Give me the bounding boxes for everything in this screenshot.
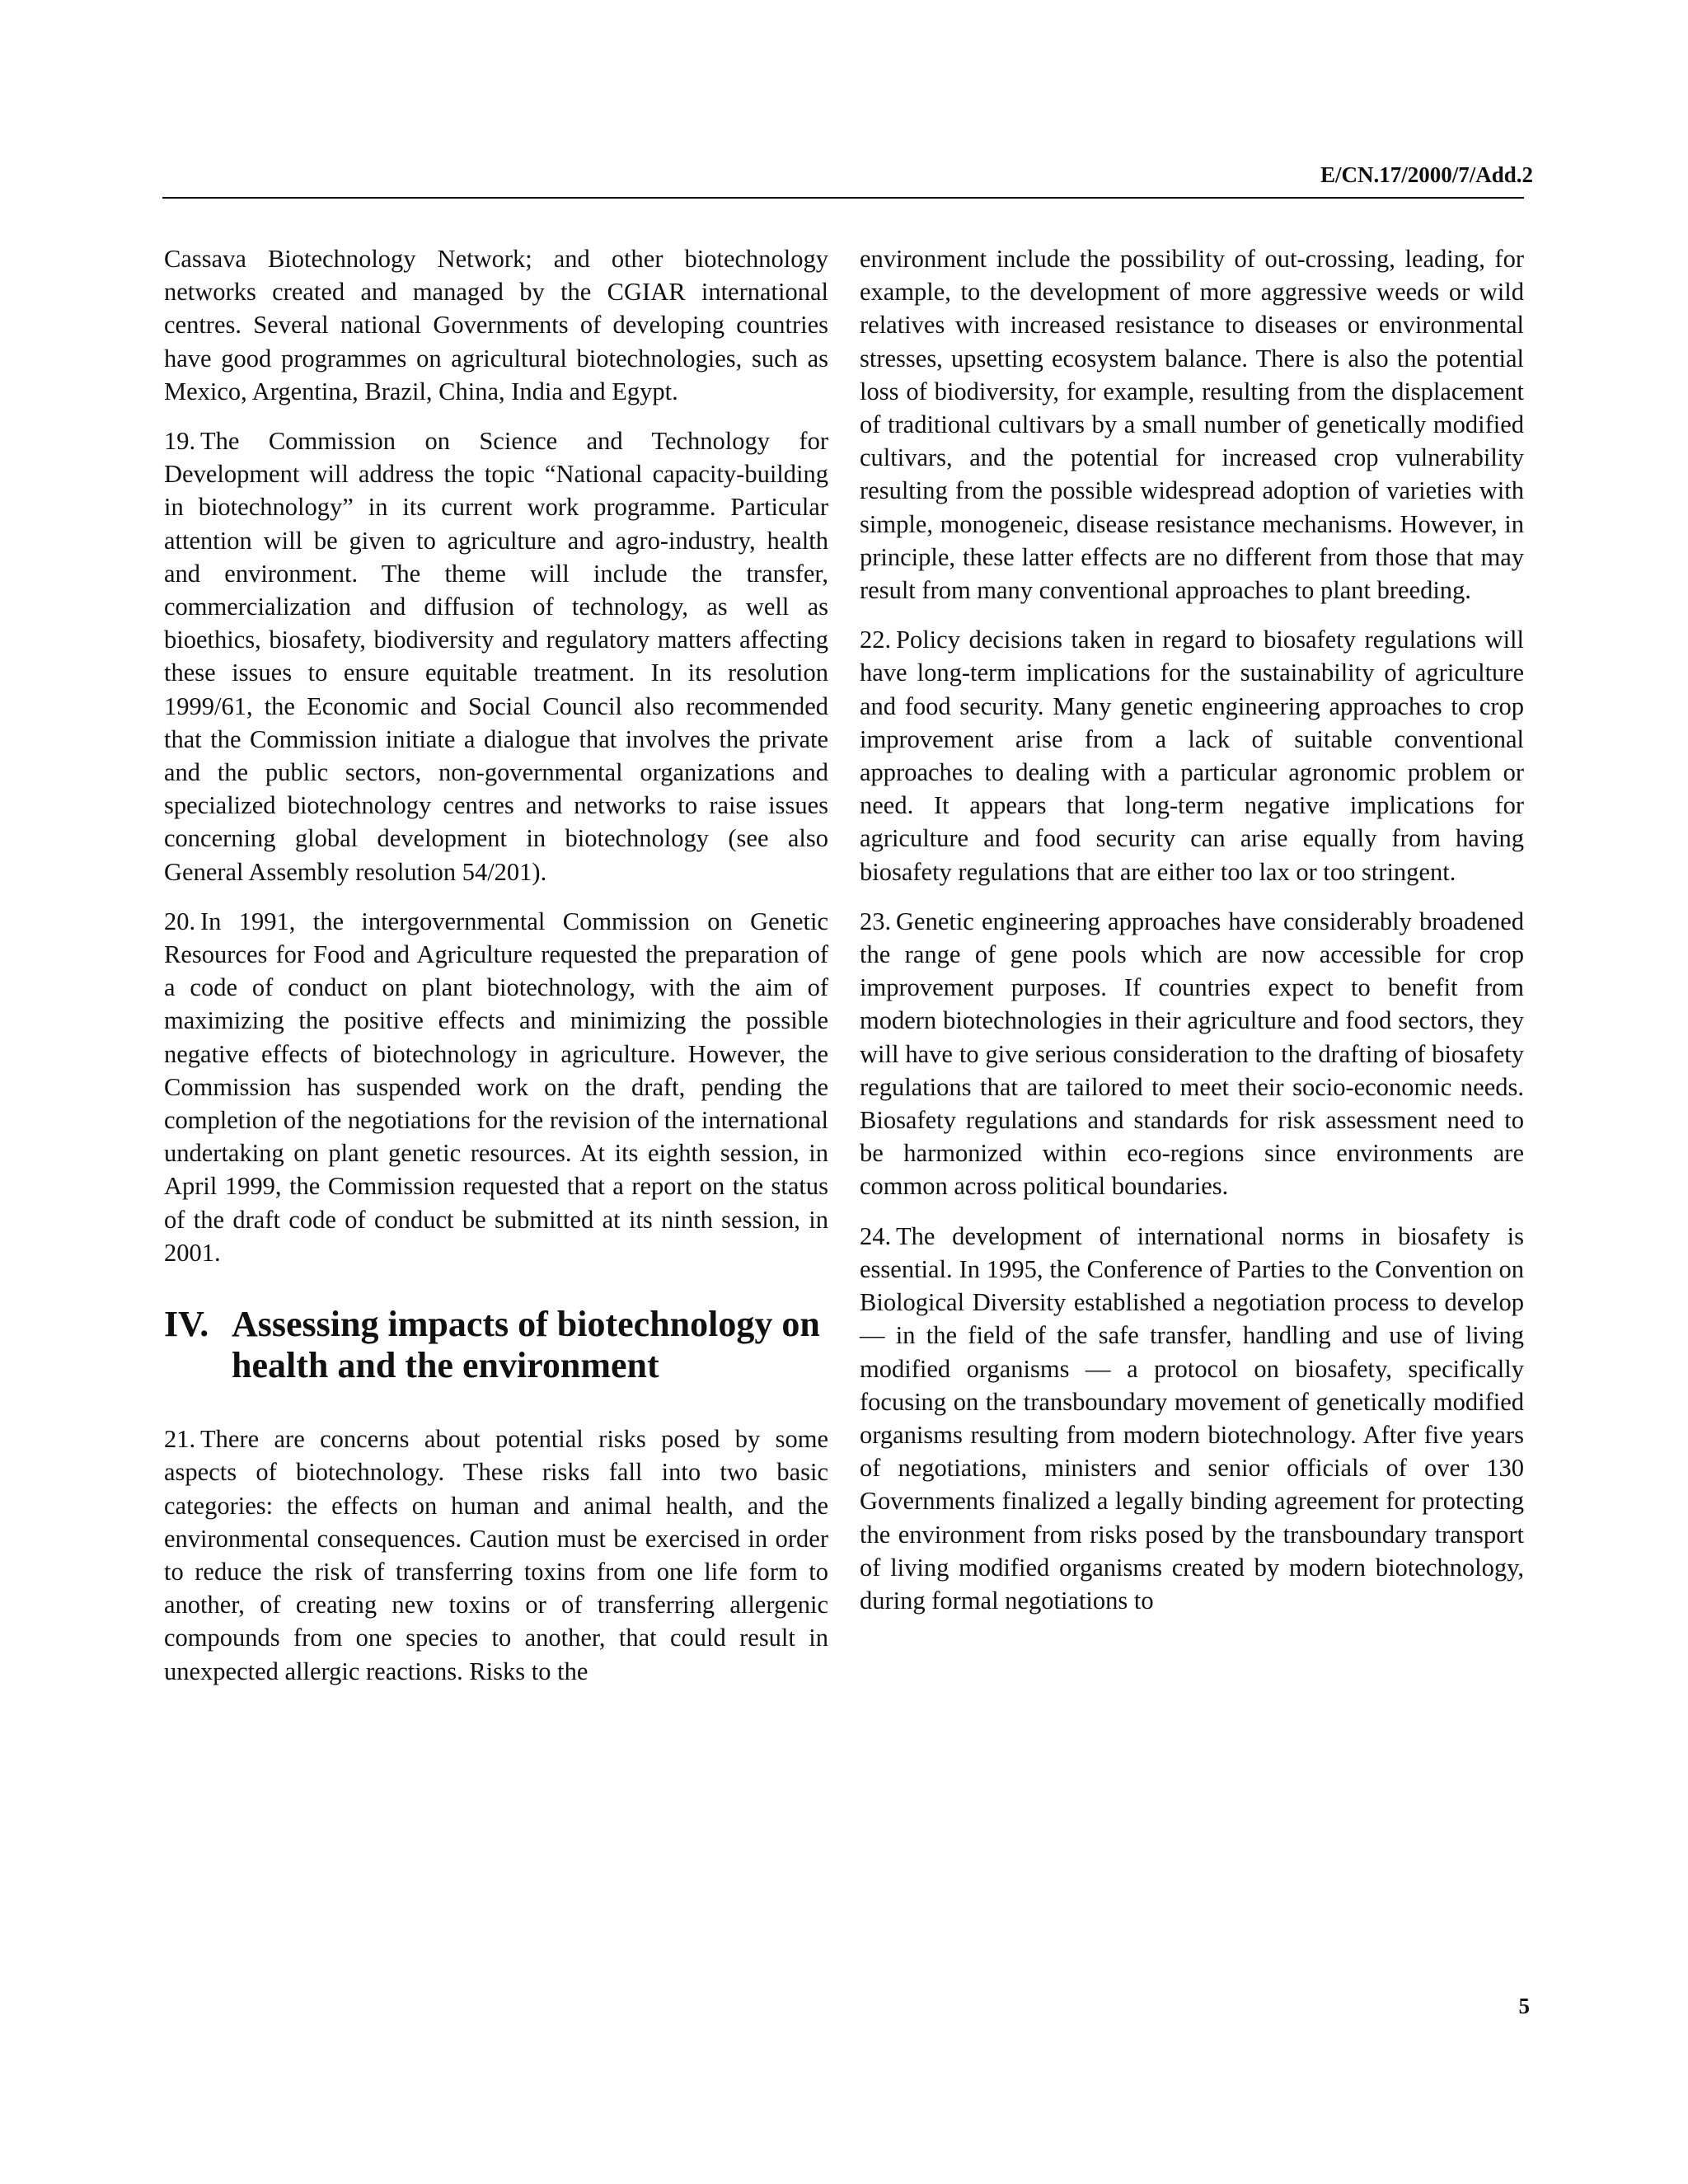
paragraph-number: 20. xyxy=(164,907,196,935)
section-number: IV. xyxy=(164,1304,209,1345)
paragraph-continuation xyxy=(164,242,828,408)
paragraph-21-continuation xyxy=(860,242,1524,607)
paragraph-text: Cassava Biotechnology Network; and other biotechnology networks created and managed by the CGIAR international centres. Several national Governments of developing countries have good programmes on agricultural biotechnologies, such as Mexico, Argentina, Brazil, China, India and Egypt. xyxy=(164,245,828,405)
paragraph-text: The development of international norms in biosafety is essential. In 1995, the Conference of Parties to the Convention on Biological Diversity established a negotiation process to develop — in the field of the safe transfer, handling and use of living modified organisms — a protocol on biosafety, specifically focusing on the transboundary movement of genetically modified organisms resulting from modern biotechnology. After five years of negotiations, ministers and senior officials of over 130 Governments finalized a legally binding agreement for protecting the environment from risks posed by the transboundary transport of living modified organisms created by modern biotechnology, during formal negotiations to xyxy=(860,1221,1524,1615)
header-rule xyxy=(162,197,1524,199)
paragraph-text: Genetic engineering approaches have considerably broadened the range of gene pools which are now accessible for crop improvement purposes. If countries expect to benefit from modern biotechnologies in their agriculture and food sectors, they will have to give serious consideration to the drafting of biosafety regulations that are tailored to meet their socio-economic needs. Biosafety regulations and standards for risk assessment need to be harmonized within eco-regions since environments are common across political boundaries. xyxy=(860,907,1524,1201)
paragraph-text: There are concerns about potential risks posed by some aspects of biotechnology. These risks fall into two basic categories: the effects on human and animal health, and the environmental consequences. Caution must be exercised in order to reduce the risk of transferring toxins from one life form to another, of creating new toxins or of transferring allergenic compounds from one species to another, that could result in unexpected allergic reactions. Risks to the xyxy=(164,1425,828,1685)
paragraph-20 xyxy=(164,905,828,1269)
section-title: Assessing impacts of biotechnology on health and the environment xyxy=(232,1304,820,1386)
page-number: 5 xyxy=(1518,1994,1530,2018)
paragraph-number: 24. xyxy=(860,1221,892,1250)
paragraph-24 xyxy=(860,1220,1524,1617)
paragraph-22 xyxy=(860,623,1524,888)
paragraph-21 xyxy=(164,1422,828,1688)
document-symbol: E/CN.17/2000/7/Add.2 xyxy=(1320,162,1533,187)
left-column xyxy=(164,242,828,1704)
paragraph-number: 19. xyxy=(164,427,196,456)
paragraph-text: environment include the possibility of out-crossing, leading, for example, to the development of more aggressive weeds or wild relatives with increased resistance to diseases or environmental stresses, upsetting ecosystem balance. There is also the potential loss of biodiversity, for example, resulting from the displacement of traditional cultivars by a small number of genetically modified cultivars, and the potential for increased crop vulnerability resulting from the possible widespread adoption of varieties with simple, monogeneic, disease resistance mechanisms. However, in principle, these latter effects are no different from those that may result from many conventional approaches to plant breeding. xyxy=(860,245,1524,605)
paragraph-number: 22. xyxy=(860,626,892,654)
paragraph-number: 23. xyxy=(860,907,892,935)
paragraph-text: Policy decisions taken in regard to biosafety regulations will have long-term implications for the sustainability of agriculture and food security. Many genetic engineering approaches to crop improvement arise from a lack of suitable conventional approaches to dealing with a particular agronomic problem or need. It appears that long-term negative implications for agriculture and food security can arise equally from having biosafety regulations that are either too lax or too stringent. xyxy=(860,626,1524,886)
paragraph-number: 21. xyxy=(164,1425,196,1454)
paragraph-23 xyxy=(860,905,1524,1203)
right-column xyxy=(860,242,1524,1633)
paragraph-19 xyxy=(164,424,828,888)
paragraph-text: In 1991, the intergovernmental Commission on Genetic Resources for Food and Agriculture requested the preparation of a code of conduct on plant biotechnology, with the aim of maximizing the positive effects and minimizing the possible negative effects of biotechnology in agriculture. However, the Commission has suspended work on the draft, pending the completion of the negotiations for the revision of the international undertaking on plant genetic resources. At its eighth session, in April 1999, the Commission requested that a report on the status of the draft code of conduct be submitted at its ninth session, in 2001. xyxy=(164,907,828,1267)
paragraph-text: The Commission on Science and Technology for Development will address the topic “National capacity-building in biotechnology” in its current work programme. Particular attention will be given to agriculture and agro-industry, health and environment. The theme will include the transfer, commercialization and diffusion of technology, as well as bioethics, biosafety, biodiversity and regulatory matters affecting these issues to ensure equitable treatment. In its resolution 1999/61, the Economic and Social Council also recommended that the Commission initiate a dialogue that involves the private and the public sectors, non-governmental organizations and specialized biotechnology centres and networks to raise issues concerning global development in biotechnology (see also General Assembly resolution 54/201). xyxy=(164,427,828,886)
section-heading xyxy=(164,1304,828,1386)
